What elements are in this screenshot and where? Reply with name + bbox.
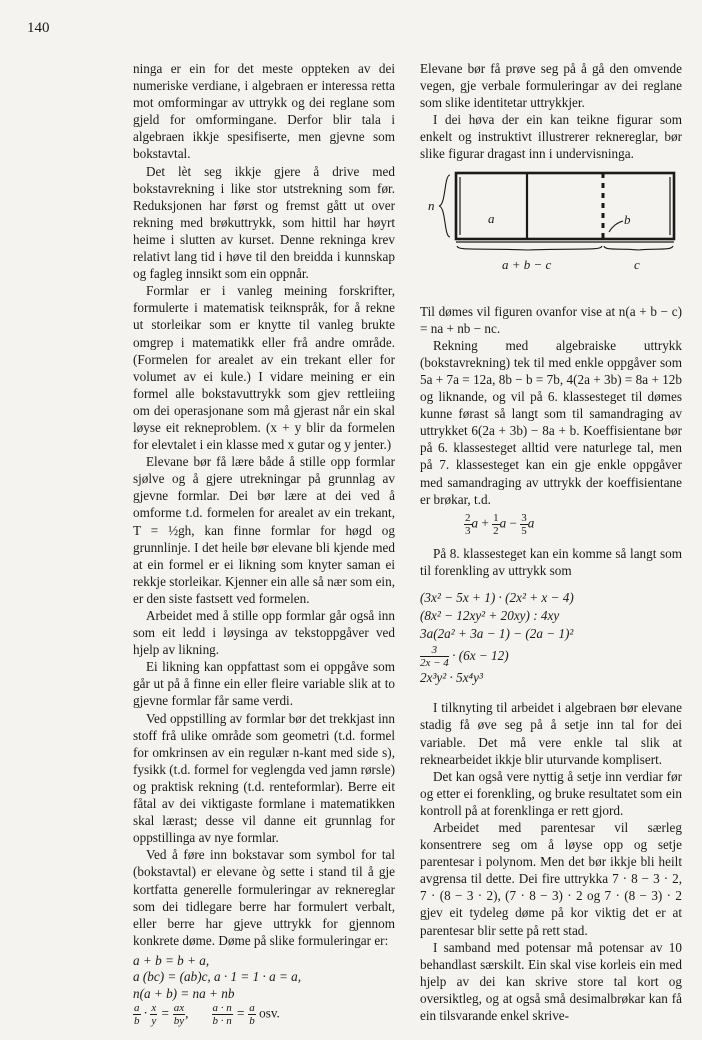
- fraction-expression: $\frac{2}{3}$ a + $\frac{1}{2}$ a − $\frac{3}{5}$ a: [465, 511, 535, 537]
- paragraph: Elevane bør få lære både å stille opp formlar sjølve og å gjere utrekningar på grunnlag av gjevne formlar. Dei bør lære at dei ved å omforme t.d. formelen for arealet av ein trekant, T = ½gh, kan finne formlar for høgd og grunnlinje. I det heile bør elevane bli kjende med at ein formel er ei likning som knyter saman ei rekkje storleikar. Kjenner ein alle så nær som ein, er den siste fastsett ved formelen.: [133, 454, 395, 606]
- paragraph: I samband med potensar må potensar av 10 behandlast særskilt. Ein skal vise korleis ein med hjelp av dei kan skrive store tal kort og oversiktleg, og at også små desimalbrøkar kan få ein tilsvarande enkel skrive-: [420, 939, 682, 1024]
- paragraph: Det lèt seg ikkje gjere å drive med bokstavrekning i like stor utstrekning som før. Reduksjonen har først og fremst gått ut over rekning med brøkuttrykk, som hittil har høyrt heime i slutten av kurset. Denne rekninga krev relativt lang tid i høve til den breidda i kunnskap og fagleg innsikt som ein oppnår.: [133, 163, 395, 282]
- paragraph: I dei høva der ein kan teikne figurar som enkelt og instruktivt illustrerer reknereglar, bør slike figurar dragast inn i undervisninga.: [420, 112, 682, 162]
- paragraph: På 8. klassesteget kan ein komme så langt som til forenkling av uttrykk som: [420, 545, 682, 578]
- label-b: b: [624, 211, 631, 227]
- expression: (3x² − 5x + 1) · (2x² + x − 4): [420, 589, 574, 605]
- formula: a (bc) = (ab)c, a · 1 = 1 · a = a,: [133, 969, 302, 985]
- figure-drawing: [420, 169, 682, 295]
- paragraph: Arbeidet med parentesar vil særleg konsentrere seg om å løyse opp og setje parentesar i polynom. Men det bør ikkje bli heilt avgrensa til dette. Dei fire uttrykka 7 · 8 − 3 · 2, 7 · (8 − 3 · 2), (7 · 8 − 3) · 2 og 7 · (8 − 3) · 2 gjev eit tydeleg døme på kor viktig det er at parentesar blir sette på rett stad.: [420, 820, 682, 938]
- paragraph: Arbeidet med å stille opp formlar går også inn som eit ledd i løysinga av tekstoppgåver ved hjelp av likning.: [133, 608, 395, 658]
- paragraph: Elevane bør få prøve seg på å gå den omvende vegen, gje verbale formuleringar av dei reglane som slike identitetar uttrykkjer.: [420, 61, 682, 111]
- label-c: c: [634, 256, 640, 272]
- paragraph: Formlar er i vanleg meining forskrifter, formulerte i matematisk teiknspråk, for å rekne ut storleikar som er knytte til vanleg brukte omgrep i matematikk eller frå andre område. (Formelen for arealet av ein trekant eller for volumet av ei kule.) I vidare meining er ein formel alle bokstavuttrykk som gjev rettleiing om dei operasjonane som må gjerast når ein skal løyse eit rekneproblem. (x + y blir da formelen for elevtalet i ein klasse med x gutar og y jenter.): [133, 283, 395, 453]
- paragraph: Ei likning kan oppfattast som ei oppgåve som går ut på å finne ein eller fleire variable slik at to gjevne formlar får same verdi.: [133, 659, 395, 709]
- formula: n(a + b) = na + nb: [133, 985, 235, 1001]
- formula-list: [133, 952, 395, 1028]
- expression-list: [420, 589, 682, 687]
- left-column: [133, 60, 395, 1028]
- rectangle-figure: [420, 169, 682, 295]
- expression-fraction: $\frac{3}{2x - 4}$ · (6x − 12): [420, 644, 509, 670]
- expression: 2x³y² · 5x⁴y³: [420, 670, 483, 686]
- paragraph: Ved å føre inn bokstavar som symbol for tal (bokstavtal) er elevane òg sette i stand til å gje kortfatta generelle formuleringar av reknereglar som dei tidlegare berre har formulert verbalt, eller berre har gjeve uttrykk for gjennom konkrete døme. Døme på slike formuleringar er:: [133, 847, 395, 948]
- expression-tail: · (6x − 12): [452, 647, 509, 663]
- paragraph: I tilknyting til arbeidet i algebraen bør elevane stadig få øve seg på å setje inn tal for dei variable. Det må vere enkle tal slik at reknearbeidet ikkje blir uturvande komplisert.: [420, 700, 682, 767]
- right-column: [420, 60, 682, 1024]
- paragraph: Ved oppstilling av formlar bør det trekkjast inn stoff frå ulike område som geometri (t.d. formel for omkrinsen av ein regulær n-kant med side s), fysikk (t.d. formel for veglengda ved jamn rørsle) og praktisk rekning (t.d. renteformlar). Berre eit fåtal av dei viktigaste formlane i matematikken skal lærast; desse vil danne eit grunnlag for oppstillinga av nye formlar.: [133, 710, 395, 846]
- expression: (8x² − 12xy² + 20xy) : 4xy: [420, 607, 560, 623]
- paragraph: Til dømes vil figuren ovanfor vise at n(a + b − c) = na + nb − nc.: [420, 303, 682, 336]
- paragraph: Rekning med algebraiske uttrykk (bokstavrekning) tek til med enkle oppgåver som 5a + 7a = 12a, 8b − b = 7b, 4(2a + 3b) = 8a + 12b og liknande, og vil på 6. klassesteget til dømes kunne førast så langt som til samandraging av uttrykket 6(2a + 3b) − 8a + b. Koeffisientane bør på 6. klassesteget alltid vere naturlege tal, men på 7. klassesteget kan ein gje enkle oppgåver med samandraging av uttrykk der koeffisientane er brøkar, t.d.: [420, 337, 682, 507]
- osv-text: osv.: [259, 1005, 280, 1021]
- expression: 3a(2a² + 3a − 1) − (2a − 1)²: [420, 625, 574, 641]
- formula-fractions: $\frac{a}{b}$ · $\frac{x}{y}$ = $\frac{ax}{by}$ , $\frac{a \cdot n}{b \cdot n}$ = $\frac{a}{b}$ osv.: [134, 1002, 280, 1028]
- paragraph: Det kan også vere nyttig å setje inn verdiar før og etter ei forenkling, og bruke resultatet som ein kontroll på at forenklinga er rett gjord.: [420, 768, 682, 818]
- paragraph: ninga er ein for det meste oppteken av dei numeriske verdiane, i algebraen er interessa retta mot omformingar av uttrykk og dei reglane som gjeld for omformingane. Derfor blir tala i algebraen ikkje spesifiserte, men gjevne som bokstavtal.: [133, 61, 395, 162]
- label-a-plus-b-minus-c: a + b − c: [502, 256, 552, 272]
- formula: a + b = b + a,: [133, 952, 210, 968]
- page-number: 140: [27, 20, 50, 36]
- label-a: a: [488, 210, 495, 226]
- label-n: n: [428, 197, 435, 213]
